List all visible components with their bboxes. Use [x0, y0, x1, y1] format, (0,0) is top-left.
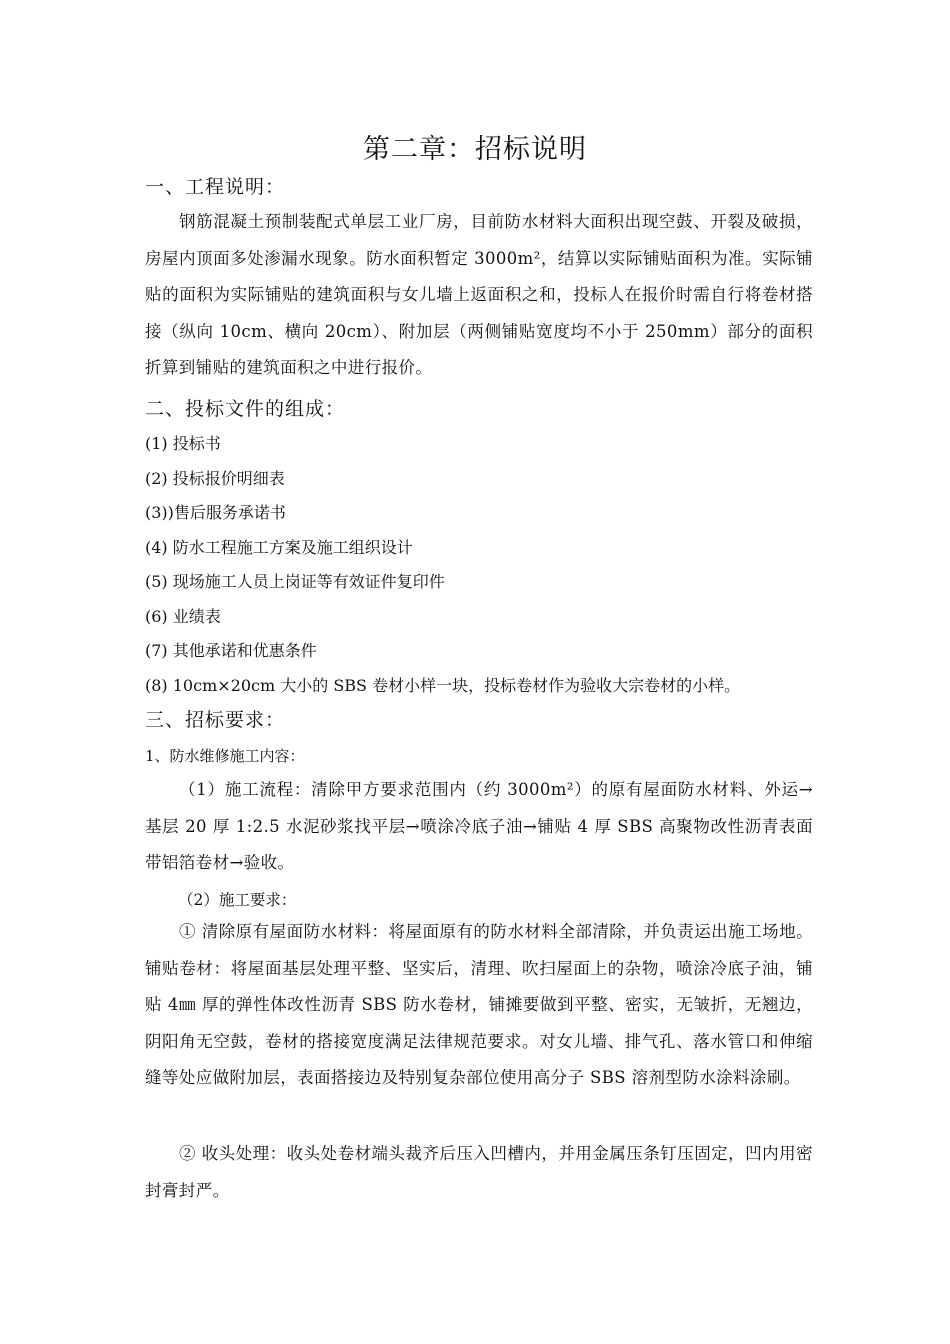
list-item: (1) 投标书	[145, 434, 221, 453]
section-heading-project: 一、工程说明：	[145, 176, 286, 198]
requirement-removal-and-laying: ① 清除原有屋面防水材料：将屋面原有的防水材料全部清除，并负责运出施工场地。铺贴卷材：将屋面基层处理平整、坚实后，清理、吹扫屋面上的杂物，喷涂冷底子油，铺贴 4㎜ 厚的弹性体改性沥青 SBS 防水卷材，铺摊要做到平整、密实，无皱折，无翘边，阴阳角无空鼓，卷材的搭接宽度满足法律规范要求。对女儿墙、排气孔、落水管口和伸缩缝等处应做附加层，表面搭接边及特别复杂部位使用高分子 SBS 溶剂型防水涂料涂刷。	[145, 922, 813, 1087]
list-item: (5) 现场施工人员上岗证等有效证件复印件	[145, 572, 445, 591]
construction-flow: （1）施工流程：清除甲方要求范围内（约 3000m²）的原有屋面防水材料、外运→基层 20 厚 1:2.5 水泥砂浆找平层→喷涂冷底子油→铺贴 4 厚 SBS 高聚物改性沥青表面带铝箔卷材→验收。	[145, 780, 813, 872]
section-heading-bid-documents: 二、投标文件的组成：	[145, 398, 346, 420]
list-item: (3))售后服务承诺书	[145, 503, 286, 522]
list-item: (6) 业绩表	[145, 607, 221, 626]
list-item: (2) 投标报价明细表	[145, 469, 285, 488]
list-item: (8) 10cm×20cm 大小的 SBS 卷材小样一块，投标卷材作为验收大宗卷材的小样。	[145, 676, 741, 695]
project-description: 钢筋混凝土预制装配式单层工业厂房，目前防水材料大面积出现空鼓、开裂及破损，房屋内顶面多处渗漏水现象。防水面积暂定 3000m²，结算以实际铺贴面积为准。实际铺贴的面积为实际铺贴的建筑面积与女儿墙上返面积之和，投标人在报价时需自行将卷材搭接（纵向 10cm、横向 20cm）、附加层（两侧铺贴宽度均不小于 250mm）部分的面积折算到铺贴的建筑面积之中进行报价。	[145, 212, 813, 377]
subheading-scope: 1、防水维修施工内容：	[145, 747, 305, 765]
subheading-construction-requirements: （2）施工要求：	[178, 891, 297, 909]
chapter-title: 第二章：招标说明	[363, 134, 587, 165]
requirement-edge-treatment: ② 收头处理：收头处卷材端头裁齐后压入凹槽内，并用金属压条钉压固定，凹内用密封膏封严。	[145, 1144, 813, 1200]
list-item: (4) 防水工程施工方案及施工组织设计	[145, 538, 413, 557]
section-heading-requirements: 三、招标要求：	[145, 709, 286, 731]
list-item: (7) 其他承诺和优惠条件	[145, 641, 317, 660]
